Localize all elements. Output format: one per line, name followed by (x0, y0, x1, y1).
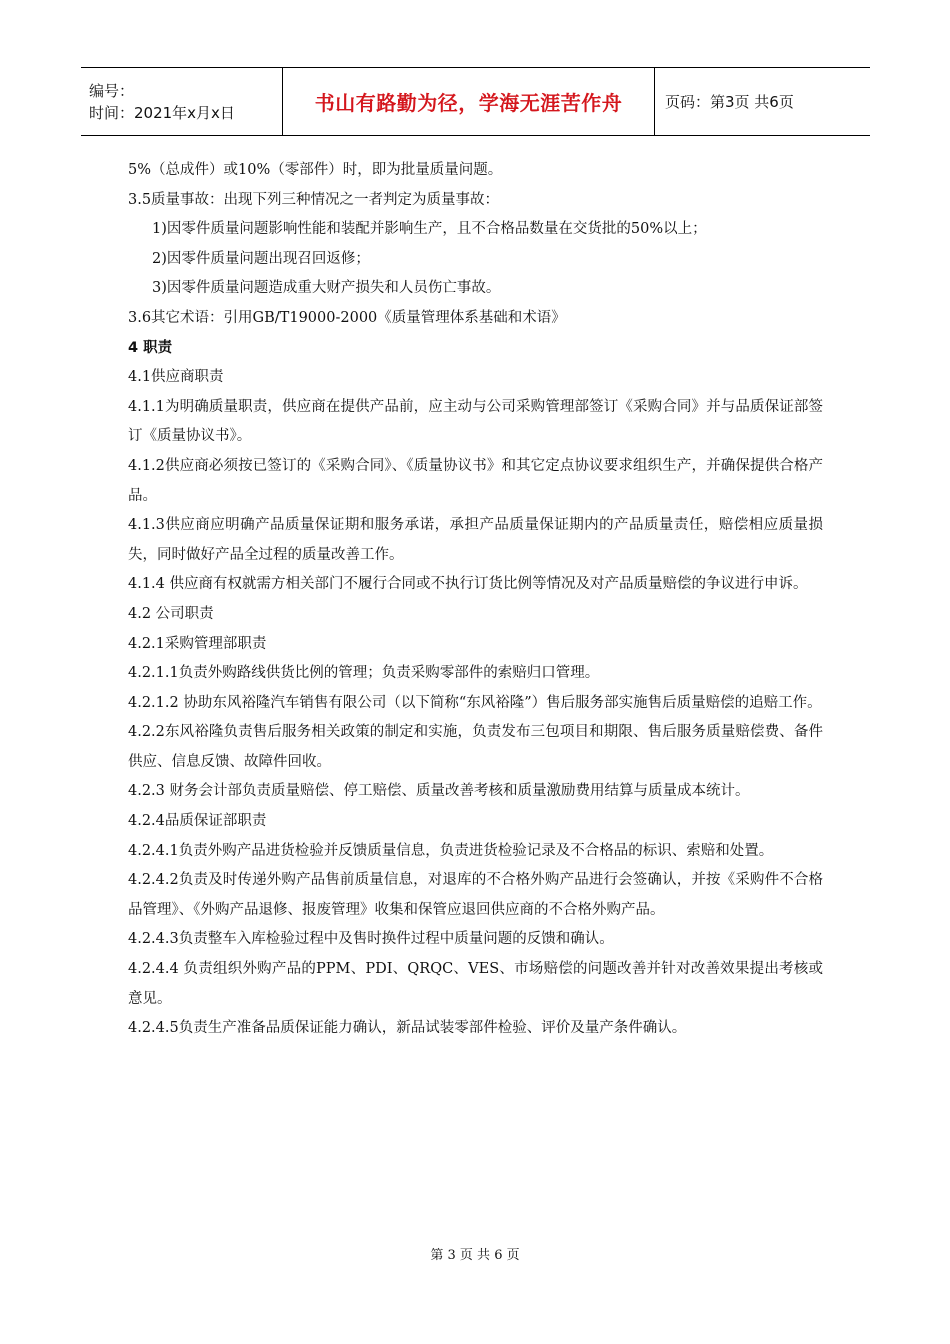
document-date: 时间：2021年x月x日 (89, 103, 235, 122)
body-paragraph: 4.2.4.4 负责组织外购产品的PPM、PDI、QRQC、VES、市场赔偿的问题改善并针对改善效果提出考核或意见。 (128, 961, 823, 1007)
body-paragraph: 4.1.4 供应商有权就需方相关部门不履行合同或不执行订货比例等情况及对产品质量赔偿的争议进行申诉。 (128, 576, 808, 593)
body-paragraph: 4.1.2供应商必须按已签订的《采购合同》、《质量协议书》和其它定点协议要求组织生产，并确保提供合格产品。 (128, 457, 823, 504)
body-paragraph: 1)因零件质量问题影响性能和装配并影响生产，且不合格品数量在交货批的50%以上； (152, 221, 707, 238)
body-paragraph: 4.2.1.1负责外购路线供货比例的管理；负责采购零部件的索赔归口管理。 (128, 665, 600, 682)
body-paragraph: 4.1.3供应商应明确产品质量保证期和服务承诺，承担产品质量保证期内的产品质量责任，赔偿相应质量损失，同时做好产品全过程的质量改善工作。 (128, 517, 823, 563)
document-body (128, 156, 823, 1044)
body-paragraph: 4.2.4.1负责外购产品进货检验并反馈质量信息，负责进货检验记录及不合格品的标识、索赔和处置。 (128, 842, 774, 859)
header-motto: 书山有路勤为径，学海无涯苦作舟 (314, 91, 623, 115)
document-number-label: 编号： (89, 81, 135, 100)
body-paragraph: 3.6其它术语：引用GB/T19000-2000《质量管理体系基础和术语》 (128, 309, 566, 326)
body-paragraph: 4.1供应商职责 (128, 369, 224, 386)
page-header (81, 67, 870, 136)
body-paragraph: 3.5质量事故：出现下列三种情况之一者判定为质量事故： (128, 191, 500, 208)
body-paragraph: 4.2.4.2负责及时传递外购产品售前质量信息，对退库的不合格外购产品进行会签确认，并按《采购件不合格品管理》、《外购产品退修、报废管理》收集和保管应退回供应商的不合格外购产品。 (128, 872, 823, 918)
body-paragraph: 4.2.4品质保证部职责 (128, 813, 267, 830)
body-paragraph: 4.1.1为明确质量职责，供应商在提供产品前，应主动与公司采购管理部签订《采购合同》并与品质保证部签订《质量协议书》。 (128, 398, 823, 445)
body-paragraph: 5%（总成件）或10%（零部件）时，即为批量质量问题。 (128, 162, 503, 178)
header-motto-cell (283, 68, 655, 135)
body-paragraph: 3)因零件质量问题造成重大财产损失和人员伤亡事故。 (152, 280, 501, 297)
body-paragraph: 4.2.2东风裕隆负责售后服务相关政策的制定和实施，负责发布三包项目和期限、售后服务质量赔偿费、备件供应、信息反馈、故障件回收。 (128, 724, 823, 770)
body-paragraph: 2)因零件质量问题出现召回返修； (152, 250, 370, 267)
header-page-info-cell (655, 68, 870, 135)
section-heading: 4 职责 (128, 339, 173, 356)
body-paragraph: 4.2.1.2 协助东风裕隆汽车销售有限公司（以下简称“东风裕隆”）售后服务部实施售后质量赔偿的追赔工作。 (128, 694, 822, 711)
header-page-info: 页码：第3页 共6页 (665, 93, 794, 111)
page-footer: 第 3 页 共 6 页 (430, 1248, 520, 1263)
body-paragraph: 4.2 公司职责 (128, 605, 214, 622)
body-paragraph: 4.2.4.5负责生产准备品质保证能力确认，新品试装零部件检验、评价及量产条件确认。 (128, 1020, 687, 1037)
body-paragraph: 4.2.4.3负责整车入库检验过程中及售时换件过程中质量问题的反馈和确认。 (128, 931, 614, 948)
header-meta (81, 68, 283, 135)
body-paragraph: 4.2.1采购管理部职责 (128, 635, 267, 652)
body-paragraph: 4.2.3 财务会计部负责质量赔偿、停工赔偿、质量改善考核和质量激励费用结算与质量成本统计。 (128, 783, 750, 800)
